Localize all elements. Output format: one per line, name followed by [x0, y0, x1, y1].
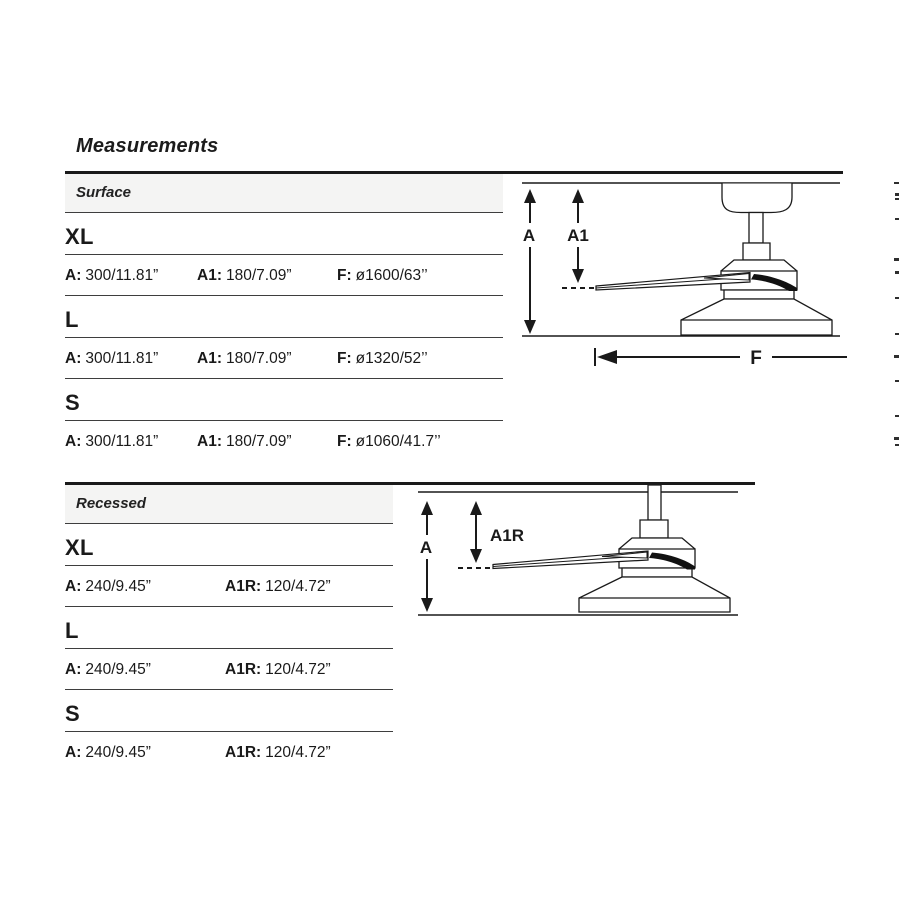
recessed-row-l-values — [65, 649, 393, 690]
spec-label: A: — [65, 661, 82, 678]
spec-value: 180/7.09” — [225, 267, 292, 284]
spec-value: ø1060/41.7’’ — [355, 433, 441, 450]
spec-label: A1R: — [225, 578, 262, 595]
spec-a — [65, 421, 158, 462]
spec-label: A1R: — [225, 661, 262, 678]
ceiling-fan-drawing — [493, 485, 730, 612]
spec-a1r — [225, 649, 331, 690]
spec-value: 120/4.72” — [265, 661, 331, 678]
spec-a — [65, 338, 158, 379]
spec-label: A: — [65, 433, 82, 450]
spec-a1r — [225, 566, 331, 607]
spec-a1 — [197, 421, 291, 462]
spec-a1 — [197, 338, 291, 379]
arrow-up-icon — [524, 189, 536, 203]
spec-value: ø1600/63’’ — [355, 267, 428, 284]
canopy — [722, 184, 792, 213]
spec-label: F: — [337, 267, 352, 284]
arrow-down-icon — [421, 598, 433, 612]
recessed-table-header — [65, 485, 393, 524]
lamp-shade — [579, 577, 730, 612]
recessed-table — [65, 485, 393, 773]
spec-value: 240/9.45” — [85, 661, 151, 678]
surface-row-xl-size — [65, 213, 503, 255]
spec-label: A: — [65, 744, 82, 761]
spec-value: 240/9.45” — [85, 578, 151, 595]
recessed-header-label: Recessed — [76, 495, 147, 512]
spec-a1r — [225, 732, 331, 773]
arrow-up-icon — [470, 501, 482, 515]
recessed-row-xl-values — [65, 566, 393, 607]
spec-label: A: — [65, 350, 82, 367]
spec-f — [337, 338, 428, 379]
spec-label: A1R: — [225, 744, 262, 761]
lamp-shade — [681, 299, 832, 335]
surface-header-label: Surface — [76, 184, 132, 201]
size-label: L — [65, 307, 79, 332]
size-label: L — [65, 618, 79, 643]
spec-label: F: — [337, 350, 352, 367]
motor-top-cap — [619, 538, 695, 549]
spec-value: 120/4.72” — [265, 578, 331, 595]
dimension-a — [420, 501, 433, 612]
dimension-f-label: F — [750, 348, 762, 369]
dimension-a-label: A — [419, 538, 433, 557]
arrow-left-icon — [597, 350, 617, 364]
spec-a — [65, 255, 158, 296]
spec-label: A: — [65, 267, 82, 284]
spec-f — [337, 421, 441, 462]
motor-bottom-band — [724, 290, 794, 299]
spec-label: F: — [337, 433, 352, 450]
spec-label: A1: — [197, 433, 222, 450]
arrow-down-icon — [572, 269, 584, 283]
arrow-down-icon — [524, 320, 536, 334]
dimension-a1-label: A1 — [567, 226, 589, 245]
ceiling-fan-drawing — [596, 184, 832, 336]
size-label: XL — [65, 535, 94, 560]
dimension-a — [523, 189, 536, 334]
page-title: Measurements — [76, 135, 219, 157]
surface-row-s-size — [65, 379, 503, 421]
spec-a — [65, 732, 151, 773]
spec-value: 180/7.09” — [225, 350, 292, 367]
dimension-f — [595, 348, 847, 369]
recessed-row-xl-size — [65, 524, 393, 566]
rod-coupler — [743, 243, 770, 260]
dimension-a-label: A — [522, 226, 536, 245]
recessed-row-s-size — [65, 690, 393, 732]
surface-row-xl-values — [65, 255, 503, 296]
arrow-up-icon — [572, 189, 584, 203]
motor-top-cap — [721, 260, 797, 271]
surface-row-s-values — [65, 421, 503, 462]
surface-table — [65, 174, 503, 462]
spec-label: A1: — [197, 267, 222, 284]
arrow-down-icon — [470, 549, 482, 563]
downrod — [749, 213, 763, 244]
motor-bottom-band — [622, 568, 692, 577]
spec-value: 180/7.09” — [225, 433, 292, 450]
spec-value: 300/11.81” — [85, 267, 159, 284]
spec-value: 120/4.72” — [265, 744, 331, 761]
recessed-row-l-size — [65, 607, 393, 649]
dimension-a1r-label: A1R — [490, 526, 525, 545]
surface-mount-diagram — [500, 170, 860, 380]
spec-label: A1: — [197, 350, 222, 367]
surface-row-l-values — [65, 338, 503, 379]
size-label: S — [65, 701, 80, 726]
spec-a1 — [197, 255, 291, 296]
spec-value: 300/11.81” — [85, 350, 159, 367]
spec-value: ø1320/52’’ — [355, 350, 428, 367]
downrod — [648, 485, 661, 520]
spec-value: 300/11.81” — [85, 433, 159, 450]
recessed-row-s-values — [65, 732, 393, 773]
dimension-a1 — [567, 189, 589, 283]
arrow-up-icon — [421, 501, 433, 515]
dimension-a1r — [470, 501, 524, 563]
size-label: XL — [65, 224, 94, 249]
surface-row-l-size — [65, 296, 503, 338]
spec-label: A: — [65, 578, 82, 595]
spec-f — [337, 255, 428, 296]
size-label: S — [65, 390, 80, 415]
spec-a — [65, 649, 151, 690]
spec-value: 240/9.45” — [85, 744, 151, 761]
recessed-mount-diagram — [400, 478, 760, 628]
surface-table-header — [65, 174, 503, 213]
rod-coupler — [640, 520, 668, 538]
spec-a — [65, 566, 151, 607]
